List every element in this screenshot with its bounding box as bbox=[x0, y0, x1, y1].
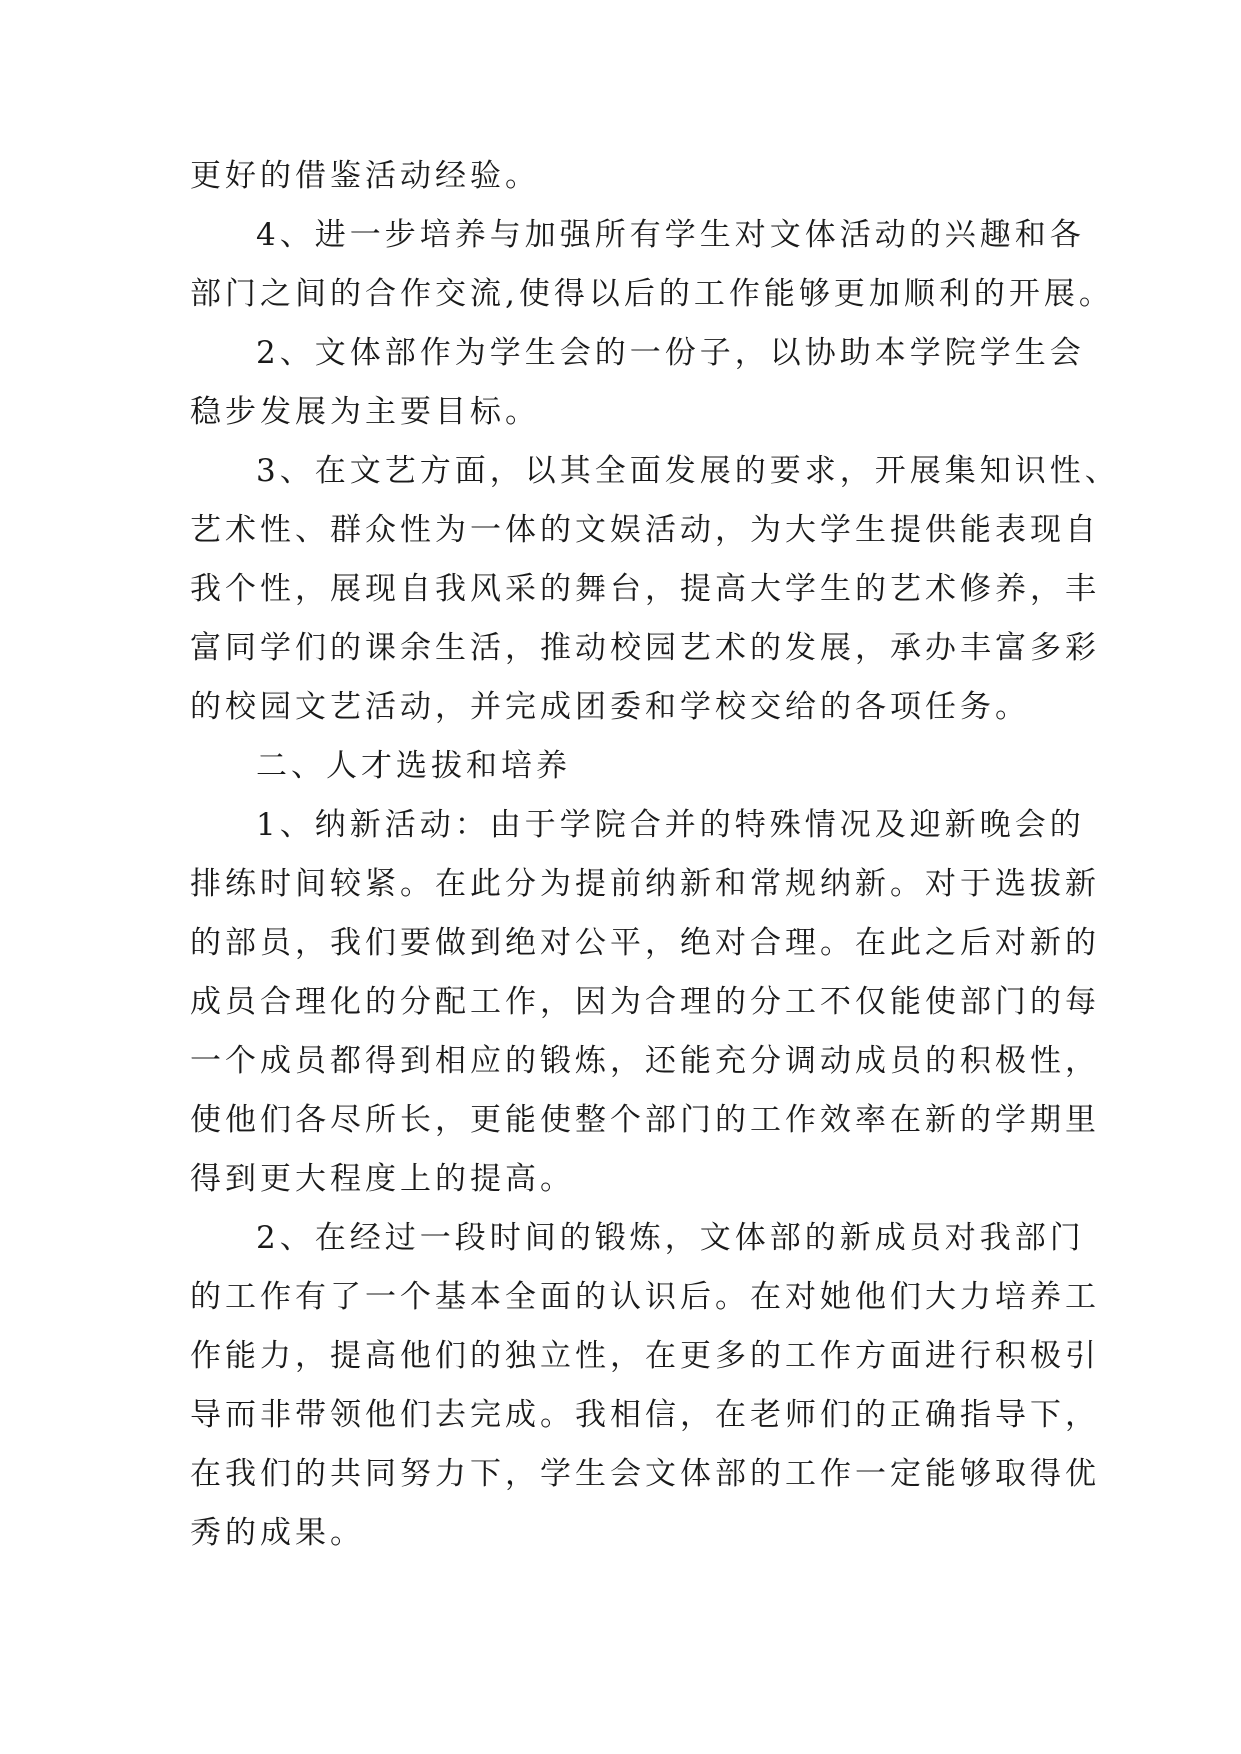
section-heading: 二、人才选拔和培养 bbox=[256, 748, 571, 784]
text-line: 2、文体部作为学生会的一份子，以协助本学院学生会 bbox=[256, 335, 1085, 371]
text-line: 4、进一步培养与加强所有学生对文体活动的兴趣和各 bbox=[256, 217, 1085, 253]
text-line: 得到更大程度上的提高。 bbox=[190, 1161, 575, 1197]
text-line: 部门之间的合作交流,使得以后的工作能够更加顺利的开展。 bbox=[190, 276, 1114, 312]
text-line: 作能力，提高他们的独立性，在更多的工作方面进行积极引 bbox=[190, 1338, 1100, 1374]
text-line: 的工作有了一个基本全面的认识后。在对她他们大力培养工 bbox=[190, 1279, 1100, 1315]
text-line: 一个成员都得到相应的锻炼，还能充分调动成员的积极性， bbox=[190, 1043, 1100, 1079]
text-line: 在我们的共同努力下，学生会文体部的工作一定能够取得优 bbox=[190, 1456, 1100, 1492]
text-line: 的部员，我们要做到绝对公平，绝对合理。在此之后对新的 bbox=[190, 925, 1100, 961]
text-line: 3、在文艺方面，以其全面发展的要求，开展集知识性、 bbox=[256, 453, 1120, 489]
text-line: 更好的借鉴活动经验。 bbox=[190, 158, 540, 194]
text-line: 富同学们的课余生活，推动校园艺术的发展，承办丰富多彩 bbox=[190, 630, 1100, 666]
text-line: 稳步发展为主要目标。 bbox=[190, 394, 540, 430]
text-line: 1、纳新活动：由于学院合并的特殊情况及迎新晚会的 bbox=[256, 807, 1085, 843]
text-line: 我个性，展现自我风采的舞台，提高大学生的艺术修养，丰 bbox=[190, 571, 1100, 607]
text-line: 成员合理化的分配工作，因为合理的分工不仅能使部门的每 bbox=[190, 984, 1100, 1020]
text-line: 的校园文艺活动，并完成团委和学校交给的各项任务。 bbox=[190, 689, 1030, 725]
text-line: 2、在经过一段时间的锻炼，文体部的新成员对我部门 bbox=[256, 1220, 1085, 1256]
document-body bbox=[190, 158, 1120, 1552]
text-line: 导而非带领他们去完成。我相信，在老师们的正确指导下， bbox=[190, 1397, 1100, 1433]
text-line: 艺术性、群众性为一体的文娱活动，为大学生提供能表现自 bbox=[190, 512, 1100, 548]
text-line: 秀的成果。 bbox=[190, 1515, 365, 1551]
text-line: 排练时间较紧。在此分为提前纳新和常规纳新。对于选拔新 bbox=[190, 866, 1100, 902]
text-line: 使他们各尽所长，更能使整个部门的工作效率在新的学期里 bbox=[190, 1102, 1100, 1138]
